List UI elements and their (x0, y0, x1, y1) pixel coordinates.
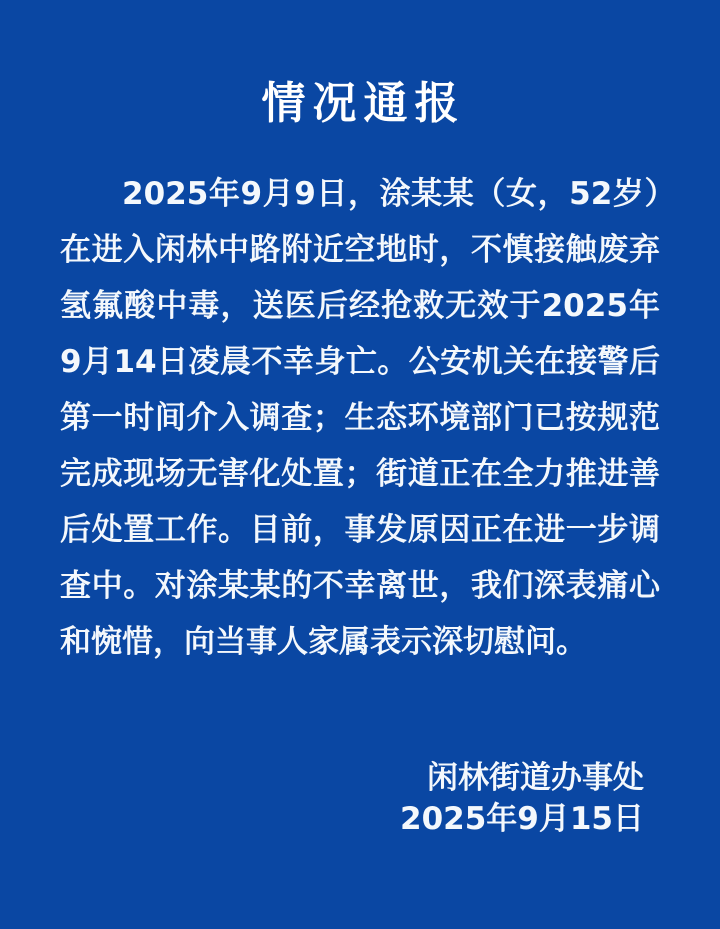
signature-date: 2025年9月15日 (400, 801, 644, 838)
signature-org: 闲林街道办事处 (427, 760, 644, 797)
notice-title: 情况通报 (261, 78, 466, 129)
notice-body: 2025年9月9日，涂某某（女，52岁）在进入闲林中路附近空地时，不慎接触废弃氢氟酸中毒，送医后经抢救无效于2025年9月14日凌晨不幸身亡。公安机关在接警后第一时间介入调查；生态环境部门已按规范完成现场无害化处置；街道正在全力推进善后处置工作。目前，事发原因正在进一步调查中。对涂某某的不幸离世，我们深表痛心和惋惜，向当事人家属表示深切慰问。 (60, 176, 660, 661)
signature-block (0, 758, 720, 840)
